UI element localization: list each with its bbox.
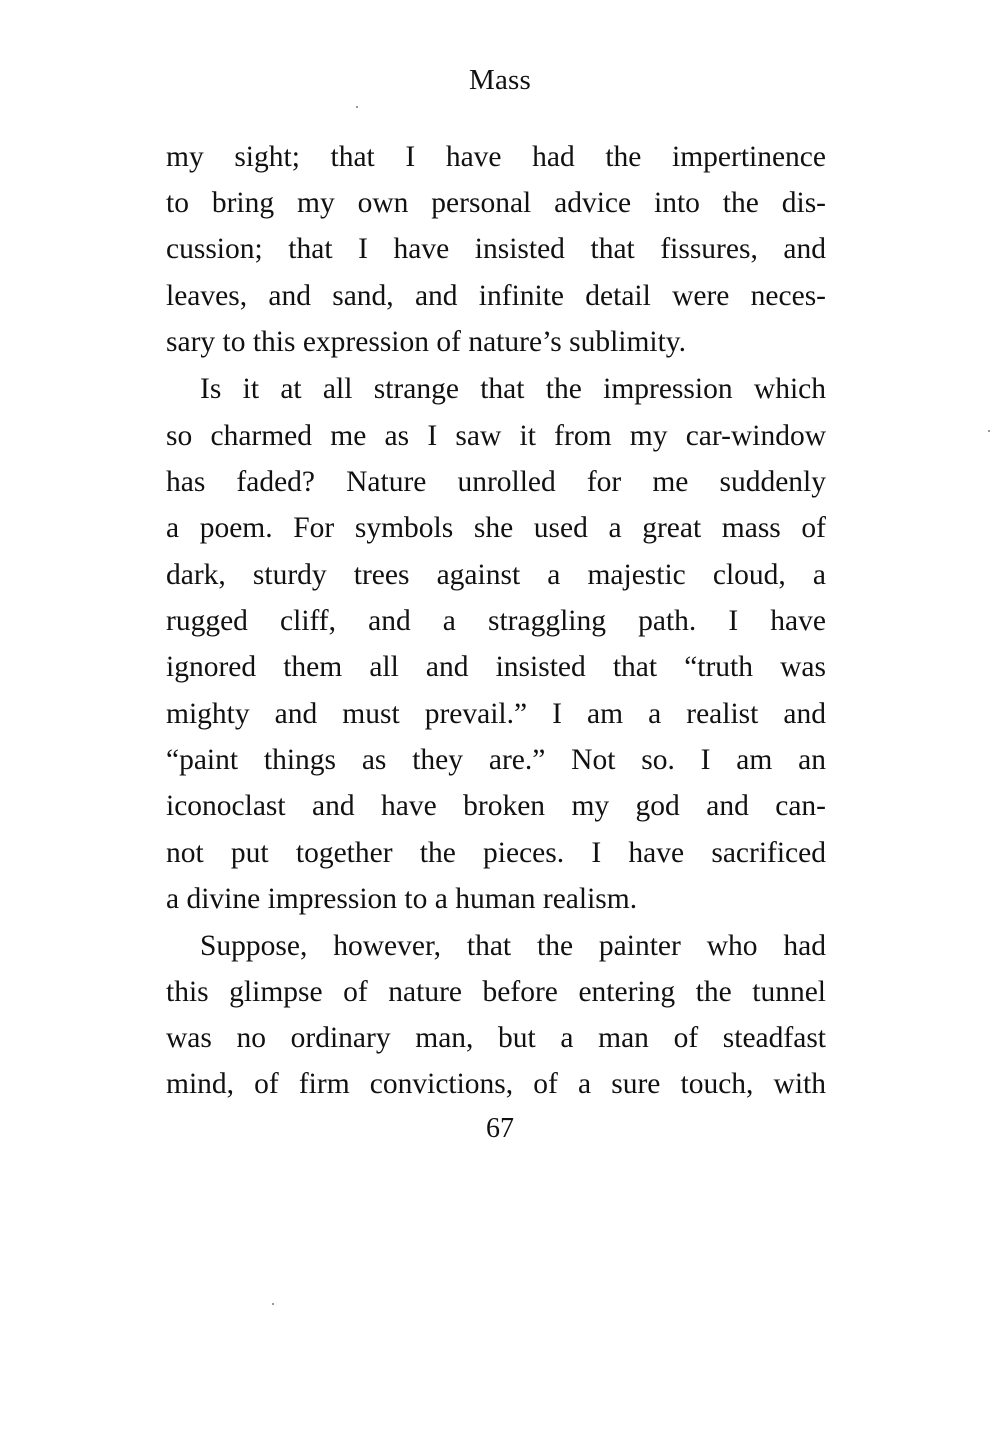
- text-line: to bring my own personal advice into the dis-: [166, 187, 826, 219]
- text-line: was no ordinary man, but a man of steadfast: [166, 1022, 826, 1054]
- text-line: this glimpse of nature before entering the tunnel: [166, 976, 826, 1008]
- text-line: has faded? Nature unrolled for me suddenly: [166, 466, 826, 498]
- text-line: ignored them all and insisted that “truth was: [166, 651, 826, 683]
- text-line: cussion; that I have insisted that fissures, and: [166, 233, 826, 265]
- text-line: rugged cliff, and a straggling path. I have: [166, 605, 826, 637]
- text-line: leaves, and sand, and infinite detail were neces-: [166, 280, 826, 312]
- text-line: “paint things as they are.” Not so. I am an: [166, 744, 826, 776]
- text-line: dark, sturdy trees against a majestic cloud, a: [166, 559, 826, 591]
- text-line: a divine impression to a human realism.: [166, 883, 638, 915]
- scan-speck: [272, 1303, 274, 1305]
- text-line: my sight; that I have had the impertinence: [166, 141, 826, 173]
- text-line: Suppose, however, that the painter who had: [200, 930, 826, 962]
- text-line: mind, of firm convictions, of a sure touch, with: [166, 1068, 826, 1100]
- text-line: mighty and must prevail.” I am a realist and: [166, 698, 826, 730]
- text-line: sary to this expression of nature’s sublimity.: [166, 326, 687, 358]
- running-head: Mass: [468, 64, 532, 96]
- text-line: not put together the pieces. I have sacrificed: [166, 837, 826, 869]
- scan-speck: [356, 106, 358, 108]
- text-line: iconoclast and have broken my god and can-: [166, 790, 826, 822]
- page-number: 67: [486, 1113, 514, 1144]
- text-line: Is it at all strange that the impression which: [200, 373, 826, 405]
- text-line: a poem. For symbols she used a great mass of: [166, 512, 826, 544]
- scan-speck: [988, 430, 990, 432]
- text-line: so charmed me as I saw it from my car-window: [166, 420, 826, 452]
